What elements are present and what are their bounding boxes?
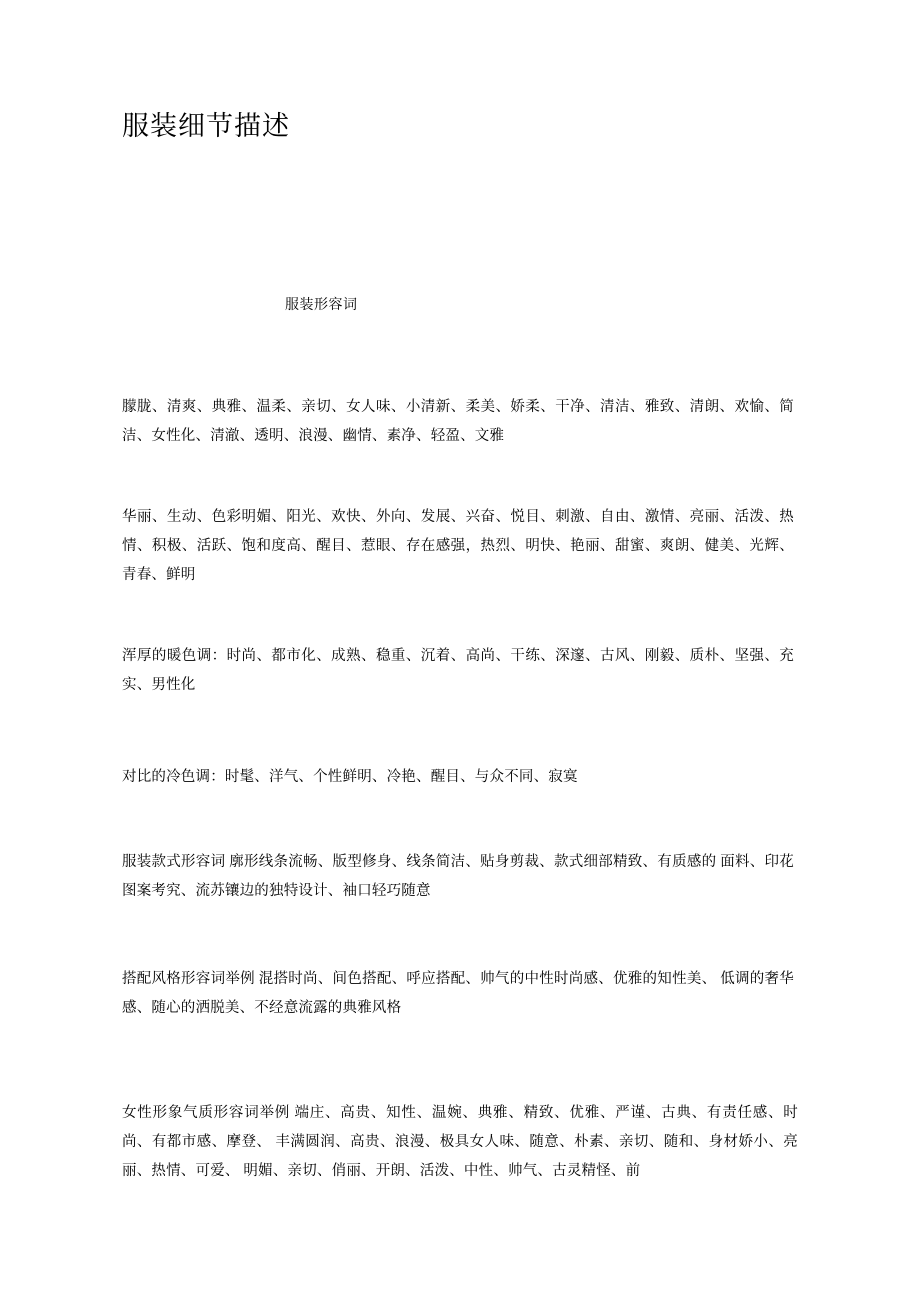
paragraph-vivid-adjectives: 华丽、生动、色彩明媚、阳光、欢快、外向、发展、兴奋、悦目、刺激、自由、激情、亮丽、活泼、热情、积极、活跃、饱和度高、醒目、惹眼、存在感强，热烈、明快、艳丽、甜蜜、爽朗、健美、光辉、青春、鲜明 xyxy=(122,508,794,583)
page-title: 服装细节描述 xyxy=(122,111,290,142)
paragraph-matching-style-adjectives: 搭配风格形容词举例 混搭时尚、间色搭配、呼应搭配、帅气的中性时尚感、优雅的知性美、 低调的奢华感、随心的洒脱美、不经意流露的典雅风格 xyxy=(122,970,794,1016)
paragraph-style-adjectives: 服装款式形容词 廓形线条流畅、版型修身、线条简洁、贴身剪裁、款式细部精致、有质感的 面料、印花图案考究、流苏镶边的独特设计、袖口轻巧随意 xyxy=(122,853,794,899)
section-heading: 服装形容词 xyxy=(285,298,358,313)
paragraph-female-image-adjectives: 女性形象气质形容词举例 端庄、高贵、知性、温婉、典雅、精致、优雅、严谨、古典、有责任感、时尚、有都市感、摩登、 丰满圆润、高贵、浪漫、极具女人味、随意、朴素、亲切、随和、身材娇小、亮丽、热情、可爱、 明媚、亲切、俏丽、开朗、活泼、中性、帅气、古灵精怪、前 xyxy=(122,1104,798,1179)
paragraph-elegant-adjectives: 朦胧、清爽、典雅、温柔、亲切、女人味、小清新、柔美、娇柔、干净、清洁、雅致、清朗、欢愉、简洁、女性化、清澈、透明、浪漫、幽情、素净、轻盈、文雅 xyxy=(122,398,794,444)
paragraph-warm-tone-adjectives: 浑厚的暖色调：时尚、都市化、成熟、稳重、沉着、高尚、干练、深邃、古风、刚毅、质朴、坚强、充实、男性化 xyxy=(122,647,794,693)
paragraph-cool-tone-adjectives: 对比的冷色调：时髦、洋气、个性鲜明、冷艳、醒目、与众不同、寂寞 xyxy=(122,768,578,785)
